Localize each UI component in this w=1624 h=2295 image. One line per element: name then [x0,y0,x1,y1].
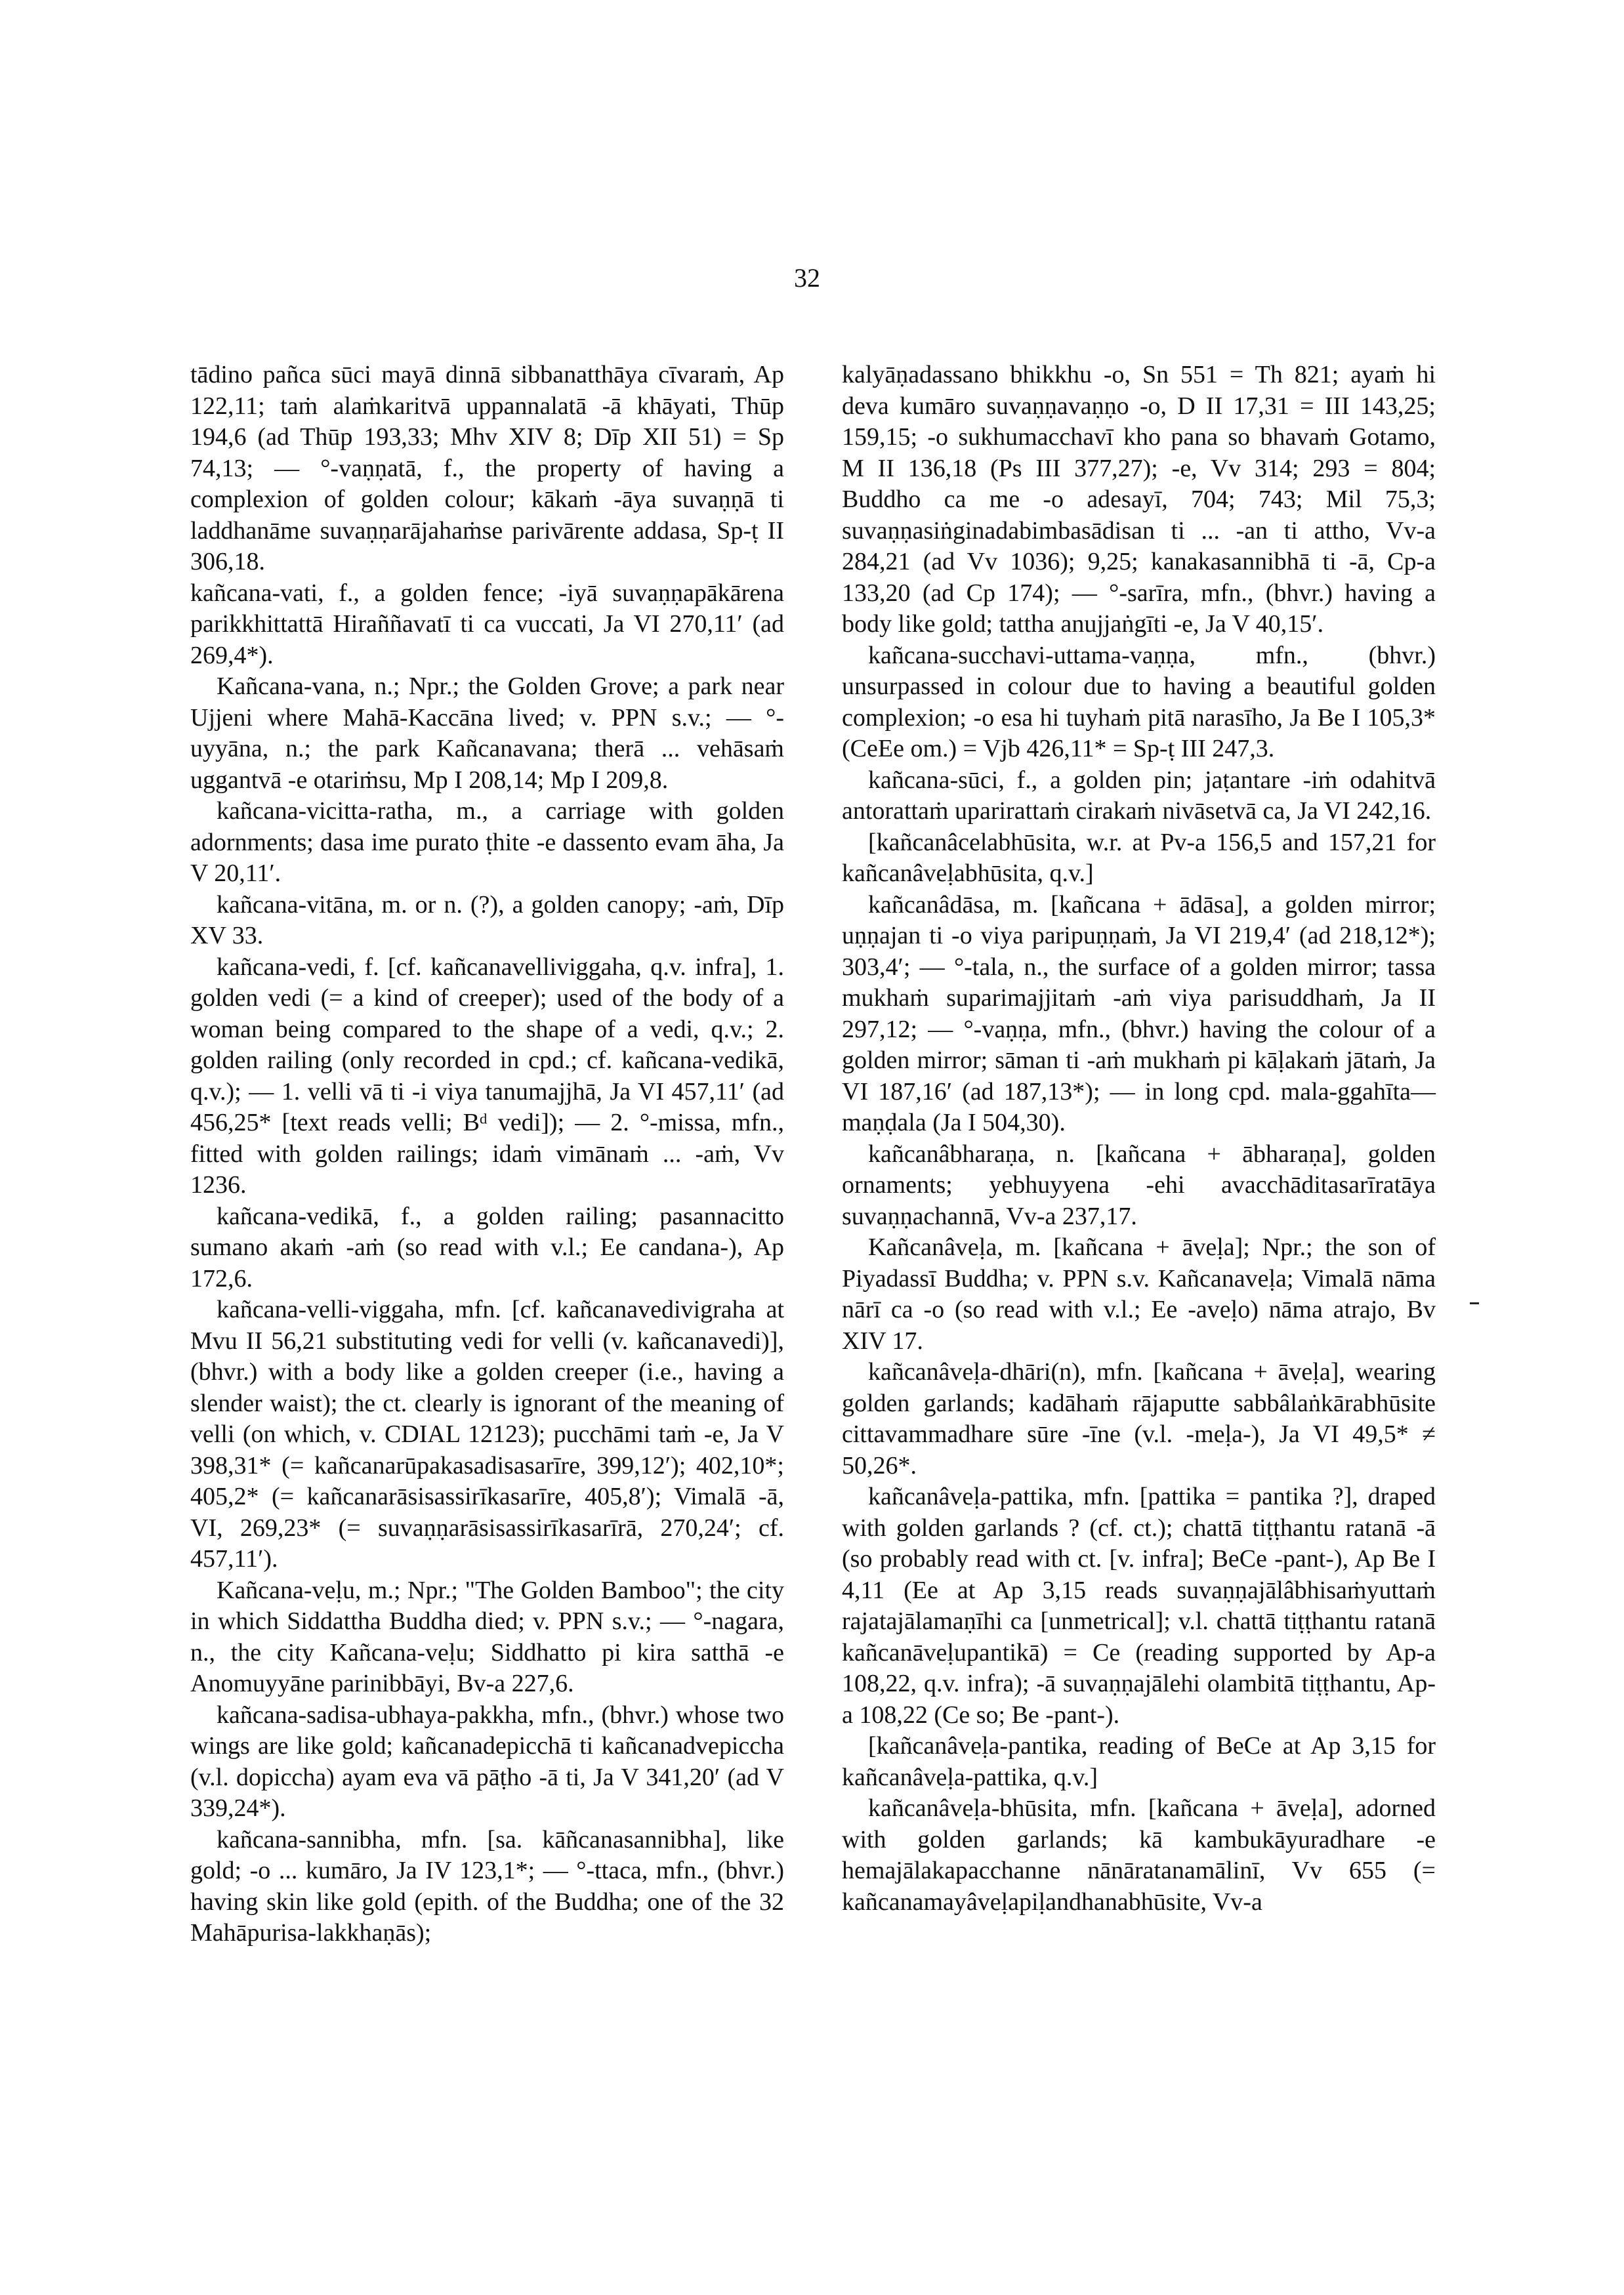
dictionary-entry: tādino pañca sūci mayā dinnā sibbanatthāya cīvaraṁ, Ap 122,11; taṁ alaṁkaritvā uppannalatā -ā khāyati, Thūp 194,6 (ad Thūp 193,33; Mhv XIV 8; Dīp XII 51) = Sp 74,13; — °-vaṇṇatā, f., the property of having a complexion of golden colour; kākaṁ -āya suvaṇṇā ti laddhanāme suvaṇṇarājahaṁse parivārente addasa, Sp-ṭ II 306,18. [190,361,784,575]
dictionary-entry: kañcana-sannibha, mfn. [sa. kāñcanasannibha], like gold; -o ... kumāro, Ja IV 123,1*; — °-ttaca, mfn., (bhvr.) having skin like gold (epith. of the Buddha; one of the 32 Mahāpurisa-lakkhaṇās); [190,1825,784,1947]
dictionary-entry: kañcana-vedikā, f., a golden railing; pasannacitto sumano akaṁ -aṁ (so read with v.l.; Ee candana-), Ap 172,6. [190,1202,784,1292]
dictionary-entry: kañcanâdāsa, m. [kañcana + ādāsa], a golden mirror; uṇṇajan ti -o viya paripuṇṇaṁ, Ja VI 219,4ʹ (ad 218,12*); 303,4ʹ; — °-tala, n., the surface of a golden mirror; tassa mukhaṁ suparimajjitaṁ -aṁ viya parisuddhaṁ, Ja II 297,12; — °-vaṇṇa, mfn., (bhvr.) having the colour of a golden mirror; sāman ti -aṁ mukhaṁ pi kāḷakaṁ jātaṁ, Ja VI 187,16ʹ (ad 187,13*); — in long cpd. mala-ggahīta—maṇḍala (Ja I 504,30). [842,890,1436,1136]
dictionary-entry: Kañcana-veḷu, m.; Npr.; "The Golden Bamboo"; the city in which Siddattha Buddha died; v. PPN s.v.; — °-nagara, n., the city Kañcana-veḷu; Siddhatto pi kira satthā -e Anomuyyāne parinibbāyi, Bv-a 227,6. [190,1576,784,1697]
dictionary-entry: kañcana-sūci, f., a golden pin; jaṭantare -iṁ odahitvā antorattaṁ uparirattaṁ cirakaṁ nivāsetvā ca, Ja VI 242,16. [842,766,1436,825]
dictionary-entry: Kañcanâveḷa, m. [kañcana + āveḷa]; Npr.; the son of Piyadassī Buddha; v. PPN s.v. Kañcanaveḷa; Vimalā nāma nārī ca -o (so read with v.l.; Ee -aveḷo) nāma atrajo, Bv XIV 17. [842,1233,1436,1355]
dictionary-entry: kañcanâbharaṇa, n. [kañcana + ābharaṇa], golden ornaments; yebhuyyena -ehi avacchāditasarīratāya suvaṇṇachannā, Vv-a 237,17. [842,1140,1436,1230]
page-number: 32 [794,263,820,293]
dictionary-entry: Kañcana-vana, n.; Npr.; the Golden Grove; a park near Ujjeni where Mahā-Kaccāna lived; v. PPN s.v.; — °-uyyāna, n.; the park Kañcanavana; therā ... vehāsaṁ uggantvā -e otariṁsu, Mp I 208,14; Mp I 209,8. [190,672,784,794]
left-column [190,360,784,1949]
dictionary-entry: kañcana-vitāna, m. or n. (?), a golden canopy; -aṁ, Dīp XV 33. [190,890,784,949]
right-column [842,360,1436,1918]
dictionary-entry: [kañcanâcelabhūsita, w.r. at Pv-a 156,5 and 157,21 for kañcanâveḷabhūsita, q.v.] [842,828,1436,887]
dictionary-entry: kañcana-succhavi-uttama-vaṇṇa, mfn., (bhvr.) unsurpassed in colour due to having a beautiful golden complexion; -o esa hi tuyhaṁ pitā narasīho, Ja Be I 105,3* (CeEe om.) = Vjb 426,11* = Sp-ṭ III 247,3. [842,641,1436,762]
dictionary-entry: kañcana-vedi, f. [cf. kañcanavelliviggaha, q.v. infra], 1. golden vedi (= a kind of creeper); used of the body of a woman being compared to the shape of a vedi, q.v.; 2. golden railing (only recorded in cpd.; cf. kañcana-vedikā, q.v.); — 1. velli vā ti -i viya tanumajjhā, Ja VI 457,11ʹ (ad 456,25* [text reads velli; Bᵈ vedi]); — 2. °-missa, mfn., fitted with golden railings; idaṁ vimānaṁ ... -aṁ, Vv 1236. [190,953,784,1199]
dictionary-entry: [kañcanâveḷa-pantika, reading of BeCe at Ap 3,15 for kañcanâveḷa-pattika, q.v.] [842,1732,1436,1791]
dictionary-entry: kañcana-sadisa-ubhaya-pakkha, mfn., (bhvr.) whose two wings are like gold; kañcanadepicchā ti kañcanadvepiccha (v.l. dopiccha) ayam eva vā pāṭho -ā ti, Ja V 341,20ʹ (ad V 339,24*). [190,1701,784,1822]
dictionary-entry: kañcana-vati, f., a golden fence; -iyā suvaṇṇapākārena parikkhittattā Hiraññavatī ti ca vuccati, Ja VI 270,11ʹ (ad 269,4*). [190,579,784,669]
dictionary-entry: kalyāṇadassano bhikkhu -o, Sn 551 = Th 821; ayaṁ hi deva kumāro suvaṇṇavaṇṇo -o, D II 17,31 = III 143,25; 159,15; -o sukhumacchavī kho pana so bhavaṁ Gotamo, M II 136,18 (Ps III 377,27); -e, Vv 314; 293 = 804; Buddho ca me -o adesayī, 704; 743; Mil 75,3; suvaṇṇasiṅginadabimbasādisan ti ... -an ti attho, Vv-a 284,21 (ad Vv 1036); 9,25; kanakasannibhā ti -ā, Cp-a 133,20 (ad Cp 174); — °-sarīra, mfn., (bhvr.) having a body like gold; tattha anujjaṅgīti -e, Ja V 40,15ʹ. [842,361,1436,638]
dictionary-entry: kañcanâveḷa-dhāri(n), mfn. [kañcana + āveḷa], wearing golden garlands; kadāhaṁ rājaputte sabbâlaṅkārabhūsite cittavammadhare sūre -īne (v.l. -meḷa-), Ja VI 49,5* ≠ 50,26*. [842,1358,1436,1479]
dictionary-entry: kañcana-velli-viggaha, mfn. [cf. kañcanavedivigraha at Mvu II 56,21 substituting vedi for velli (v. kañcanavedi)], (bhvr.) with a body like a golden creeper (i.e., having a slender waist); the ct. clearly is ignorant of the meaning of velli (on which, v. CDIAL 12123); pucchāmi taṁ -e, Ja V 398,31* (= kañcanarūpakasadisasarīre, 399,12ʹ); 402,10*; 405,2* (= kañcanarāsisassirīkasarīre, 405,8ʹ); Vimalā -ā, VI, 269,23* (= suvaṇṇarāsisassirīkasarīrā, 270,24ʹ; cf. 457,11ʹ). [190,1296,784,1573]
dictionary-entry: kañcanâveḷa-bhūsita, mfn. [kañcana + āveḷa], adorned with golden garlands; kā kambukāyuradhare -e hemajālakapacchanne nānāratanamālinī, Vv 655 (= kañcanamayâveḷapiḷandhanabhūsite, Vv-a [842,1794,1436,1916]
scan-mark [1470,1302,1479,1304]
dictionary-entry: kañcanâveḷa-pattika, mfn. [pattika = pantika ?], draped with golden garlands ? (cf. ct.); chattā tiṭṭhantu ratanā -ā (so probably read with ct. [v. infra]; BeCe -pant-), Ap Be I 4,11 (Ee at Ap 3,15 reads suvaṇṇajālâbhisaṁyuttaṁ rajatajālamaṇīhi ca [unmetrical]; v.l. chattā tiṭṭhantu ratanā kañcanāveḷupantikā) = Ce (reading supported by Ap-a 108,22, q.v. infra); -ā suvaṇṇajālehi olambitā tiṭṭhantu, Ap-a 108,22 (Ce so; Be -pant-). [842,1483,1436,1729]
dictionary-entry: kañcana-vicitta-ratha, m., a carriage with golden adornments; dasa ime purato ṭhite -e dassento evam āha, Ja V 20,11ʹ. [190,797,784,887]
